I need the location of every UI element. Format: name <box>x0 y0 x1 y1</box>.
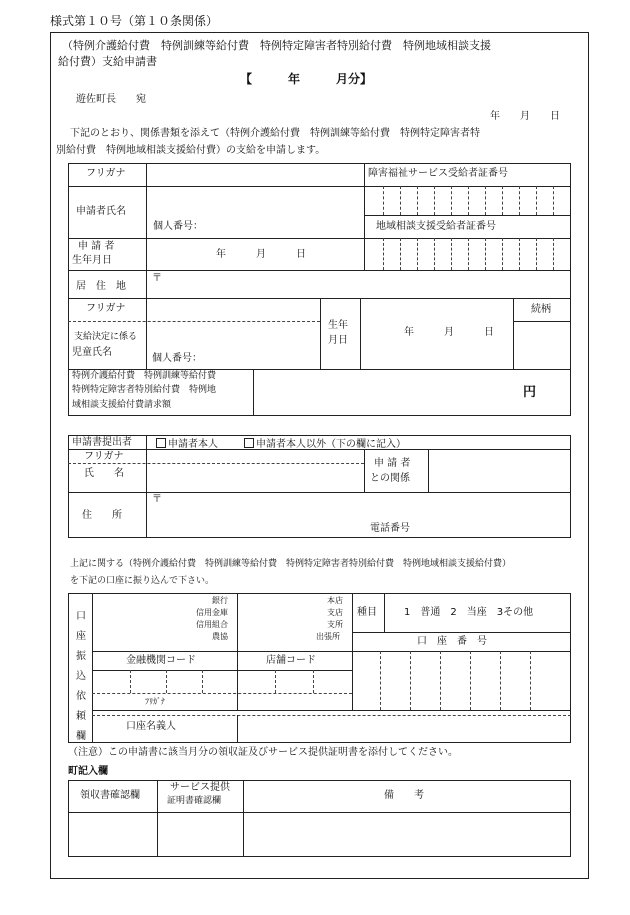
title-line2: 給付費）支給申請書 <box>58 55 157 68</box>
submitter-header: 申請書提出者 <box>72 437 132 448</box>
claim-label3: 域相談支援給付費請求額 <box>72 400 172 410</box>
bank-side-char: 頼 <box>76 711 86 722</box>
submitter-name-label: 氏 名 <box>84 468 124 479</box>
claim-label1: 特例介護給付費 特例訓練等給付費 <box>72 371 217 381</box>
claim-label2: 特例特定障害者特別給付費 特例地 <box>72 385 217 395</box>
form-number: 様式第１０号（第１０条関係） <box>50 14 219 28</box>
bank-side-label <box>76 607 88 747</box>
applicant-name-label: 申請者氏名 <box>76 206 126 217</box>
account-kind-options: 1 普通 2 当座 3その他 <box>404 607 534 618</box>
child-birth-label2: 月日 <box>328 335 348 346</box>
submitter-option-self[interactable] <box>156 438 218 450</box>
attachment-note: （注意）この申請書に該当月分の領収証及びサービス提供証明書を添付してください。 <box>68 747 458 758</box>
applicant-postal-mark: 〒 <box>152 273 162 284</box>
yen-unit: 円 <box>523 385 537 400</box>
intro-line1: 下記のとおり、関係書類を添えて（特例介護給付費 特例訓練等給付費 特例特定障害者特 <box>70 128 480 139</box>
inst-type-nokyo: 農協 <box>212 632 228 641</box>
bank-side-char: 欄 <box>76 731 86 742</box>
applicant-birth-label1: 申 請 者 <box>78 241 115 252</box>
child-birth-date: 年 月 日 <box>404 327 494 338</box>
submitter-relation-label1: 申 請 者 <box>374 458 411 469</box>
transfer-line1: 上記に関する（特例介護給付費 特例訓練等給付費 特例特定障害者特別給付費 特例地域相談支援給付費） <box>70 559 512 569</box>
branch-type-sub: 支所 <box>327 620 343 629</box>
submitter-address-label: 住 所 <box>82 510 122 521</box>
bank-side-char: 口 <box>76 611 86 622</box>
inst-code-label: 金融機関コード <box>126 655 196 666</box>
application-date: 年 月 日 <box>490 111 560 122</box>
self-checkbox[interactable] <box>156 438 166 448</box>
inst-type-bank: 銀行 <box>212 596 228 605</box>
account-kind-label: 種目 <box>357 607 377 618</box>
applicant-my-number-label: 個人番号： <box>153 221 203 232</box>
account-number-label: 口 座 番 号 <box>417 636 487 647</box>
branch-type-office: 出張所 <box>316 632 340 641</box>
branch-type-main: 本店 <box>327 596 343 605</box>
title-line1: （特例介護給付費 特例訓練等給付費 特例特定障害者特別給付費 特例地域相談支援 <box>62 39 491 52</box>
applicant-birth-date: 年 月 日 <box>216 249 306 260</box>
bank-side-char: 振 <box>76 651 86 662</box>
bank-side-char: 座 <box>76 631 86 642</box>
service-cert-label1: サービス提供 <box>170 782 230 793</box>
other-checkbox[interactable] <box>244 438 254 448</box>
submitter-postal-mark: 〒 <box>152 494 162 505</box>
town-section-heading: 町記入欄 <box>68 766 108 777</box>
branch-code-label: 店舗コード <box>266 655 316 666</box>
addressee: 遊佐町長 宛 <box>76 94 146 105</box>
self-option-label: 申請者本人 <box>168 439 218 450</box>
intro-line2: 別給付費 特例地域相談支援給付費）の支給を申請します。 <box>56 145 326 156</box>
child-name-label2: 児童氏名 <box>72 347 112 358</box>
account-holder-label: 口座名義人 <box>126 721 176 732</box>
remarks-label: 備 考 <box>384 790 424 801</box>
child-relation-label: 続柄 <box>531 304 551 315</box>
inst-type-shinkumi: 信用組合 <box>196 620 228 629</box>
applicant-address-label: 居 住 地 <box>76 281 126 292</box>
submitter-relation-label2: との関係 <box>370 473 410 484</box>
submitter-option-other[interactable] <box>244 438 406 450</box>
holder-furigana-label: ﾌﾘｶﾞﾅ <box>145 697 165 706</box>
transfer-line2: を下記の口座に振り込んで下さい。 <box>70 576 215 586</box>
applicant-furigana-label: フリガナ <box>86 168 126 179</box>
child-birth-label1: 生年 <box>328 320 348 331</box>
child-my-number-label: 個人番号： <box>152 353 202 364</box>
child-furigana-label: フリガナ <box>86 303 126 314</box>
branch-type-branch: 支店 <box>327 608 343 617</box>
receipt-check-label: 領収書確認欄 <box>80 790 140 801</box>
disability-cert-label: 障害福祉サービス受給者証番号 <box>368 168 508 179</box>
inst-type-shinkin: 信用金庫 <box>196 608 228 617</box>
bank-side-char: 込 <box>76 671 86 682</box>
child-name-label1: 支給決定に係る <box>74 332 138 342</box>
submitter-phone-label: 電話番号 <box>370 523 410 534</box>
service-cert-label2: 証明書確認欄 <box>167 796 222 806</box>
applicant-birth-label2: 生年月日 <box>72 255 112 266</box>
bank-side-char: 依 <box>76 691 86 702</box>
submitter-furigana-label: フリガナ <box>84 451 124 462</box>
regional-cert-label: 地域相談支援受給者証番号 <box>376 221 496 232</box>
month-label: 【 年 月分】 <box>240 72 373 86</box>
other-option-label: 申請者本人以外（下の欄に記入） <box>256 439 406 450</box>
